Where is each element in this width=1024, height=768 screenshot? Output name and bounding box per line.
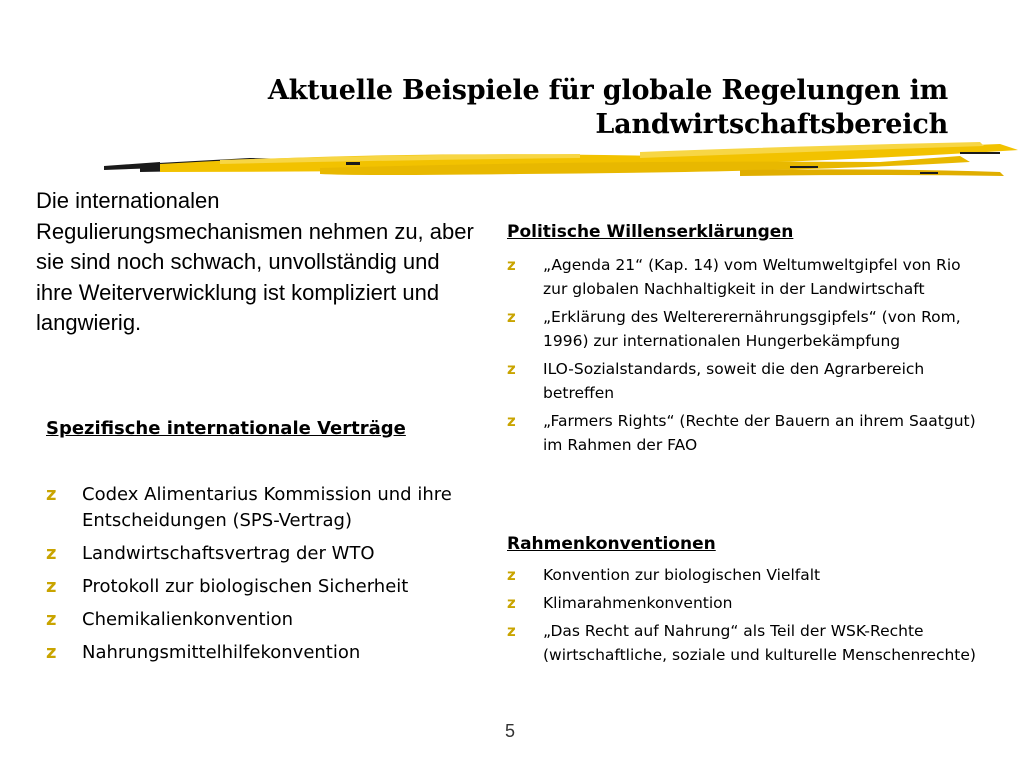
intro-paragraph: Die internationalen Regulierungsmechanismen nehmen zu, aber sie sind noch schwach, unvollständig und ihre Weiterverwicklung ist kompliziert und langwierig. [36,188,474,335]
list-item [507,357,977,405]
bullet-icon: z [46,484,57,505]
bullet-icon: z [46,543,57,564]
bullet-icon: z [46,609,57,630]
heading-specific-treaties: Spezifische internationale Verträge [46,418,406,439]
bullet-icon: z [507,566,516,584]
list-specific-treaties [46,482,466,673]
page-number: 5 [505,721,516,741]
bullet-icon: z [507,412,516,430]
bullet-icon: z [507,256,516,274]
list-item [507,591,977,615]
bullet-icon: z [507,308,516,326]
list-item-text: „Farmers Rights“ (Rechte der Bauern an ihrem Saatgut) im Rahmen der FAO [543,412,976,454]
list-item-text: Chemikalienkonvention [82,609,294,630]
list-item [46,482,466,534]
list-item-text: Protokoll zur biologischen Sicherheit [82,576,409,597]
list-item [46,574,466,600]
list-item-text: Klimarahmenkonvention [543,594,733,612]
list-item [46,607,466,633]
brush-stroke-divider [100,142,1024,192]
list-item [507,253,977,301]
title-line-2: Landwirtschaftsbereich [595,109,948,140]
title-line-1: Aktuelle Beispiele für globale Regelungen im [267,75,948,106]
list-item-text: „Das Recht auf Nahrung“ als Teil der WSK-Rechte (wirtschaftliche, soziale und kulturelle Menschenrechte) [543,622,976,664]
list-item-text: ILO-Sozialstandards, soweit die den Agrarbereich betreffen [543,360,925,402]
list-item [507,563,977,587]
list-item-text: Konvention zur biologischen Vielfalt [543,566,821,584]
bullet-icon: z [507,360,516,378]
list-political-declarations [507,253,977,461]
list-item-text: Nahrungsmittelhilfekonvention [82,642,361,663]
slide-title [188,74,948,142]
brush-stroke-yellow [160,142,1018,176]
list-item-text: „Erklärung des Weltererernährungsgipfels“ (von Rom, 1996) zur internationalen Hungerbekämpfung [543,308,961,350]
bullet-icon: z [507,594,516,612]
list-item-text: Landwirtschaftsvertrag der WTO [82,543,375,564]
list-item [46,541,466,567]
heading-framework-conventions: Rahmenkonventionen [507,534,716,554]
bullet-icon: z [46,642,57,663]
list-item-text: „Agenda 21“ (Kap. 14) vom Weltumweltgipfel von Rio zur globalen Nachhaltigkeit in der Landwirtschaft [543,256,961,298]
bullet-icon: z [507,622,516,640]
bullet-icon: z [46,576,57,597]
list-item [46,640,466,666]
list-item [507,305,977,353]
list-framework-conventions [507,563,977,671]
list-item-text: Codex Alimentarius Kommission und ihre Entscheidungen (SPS-Vertrag) [82,484,452,531]
list-item [507,619,977,667]
heading-political-declarations: Politische Willenserklärungen [507,222,794,242]
list-item [507,409,977,457]
